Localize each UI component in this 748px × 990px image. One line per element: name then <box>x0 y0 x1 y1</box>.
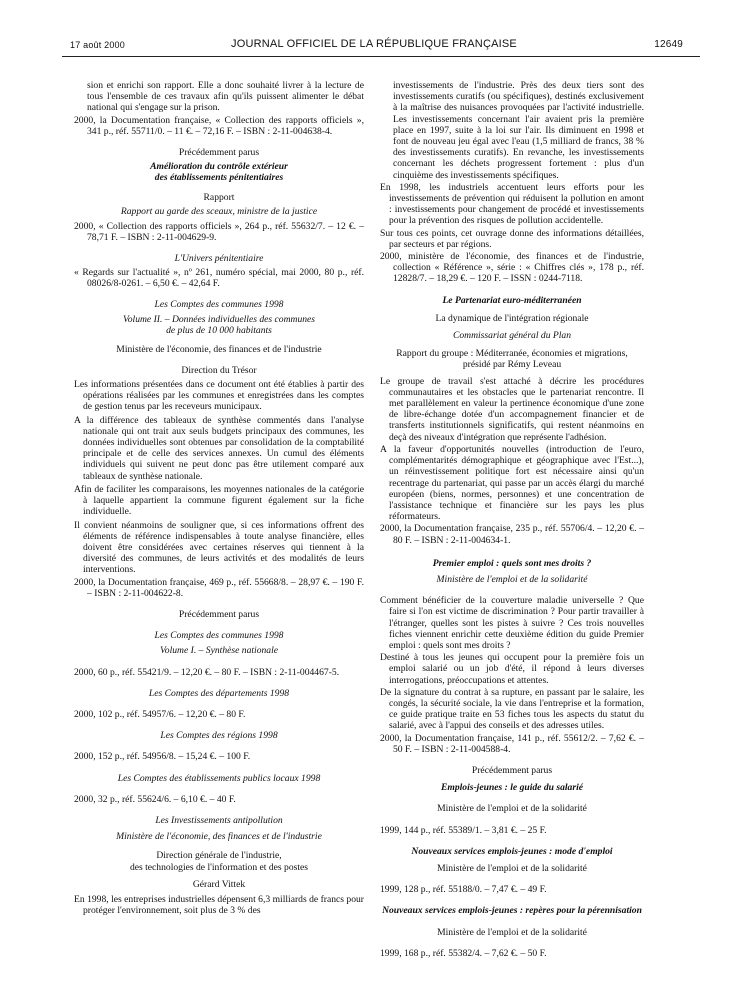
paragraph: 2000, la Documentation française, 141 p., réf. 55612/2. – 7,62 €. – 50 F. – ISBN : 2-11-004588-4. <box>380 732 644 755</box>
paragraph: 2000, la Documentation française, « Collection des rapports officiels », 341 p., réf. 55711/0. – 11 €. – 72,16 F. – ISBN : 2-11-004638-4. <box>74 114 364 137</box>
paragraph: 2000, la Documentation française, 469 p., réf. 55668/8. – 28,97 €. – 190 F. – ISBN : 2-11-004622-8. <box>74 576 364 599</box>
paragraph: 2000, la Documentation française, 235 p., réf. 55706/4. – 12,20 €. – 80 F. – ISBN : 2-11-004634-1. <box>380 523 644 546</box>
heading-line: Commissariat général du Plan <box>452 330 572 342</box>
header-page-number: 12649 <box>654 39 683 50</box>
paragraph: investissements de l'industrie. Près des deux tiers sont des investissements curatifs (ou spécifiques), destinés exclusivement à la maîtrise des nuisances provoquées par l'activité industrielle. Les investissements concernant l'air avaient pris la première place en 1997, suite à la loi sur l'air. Ils diminuent en 1998 et font de nouveau jeu égal avec l'eau (1,5 milliard de francs, 38 % des investissements curatifs). En revanche, les investissements concernant les déchets progressent fortement : plus d'un cinquième des investissements spécifiques. <box>393 80 644 181</box>
paragraph: Le groupe de travail s'est attaché à décrire les procédures communautaires et les obstacles que le partenariat rencontre. Il met parallèlement en valeur la pertinence économique d'une zone de libre-échange dotée d'un accompagnement financier et de transferts institutionnels significatifs, qui restent néanmoins en deçà des niveaux d'intégration que représente l'adhésion. <box>380 375 644 443</box>
paragraph: « Regards sur l'actualité », nº 261, numéro spécial, mai 2000, 80 p., réf. 08026/8-0261. – 6,50 €. – 42,64 F. <box>74 266 364 289</box>
heading-line: Nouveaux services emplois-jeunes : mode d'emploi <box>411 845 613 857</box>
heading-line: Rapport <box>203 191 235 203</box>
header-title: JOURNAL OFFICIEL DE LA RÉPUBLIQUE FRANÇAISE <box>231 38 517 50</box>
paragraph: En 1998, les entreprises industrielles dépensent 6,3 milliards de francs pour protéger l'environnement, soit plus de 3 % des <box>74 893 364 917</box>
heading-line: Rapport au garde des sceaux, ministre de la justice <box>120 205 318 217</box>
heading-line: Les Investissements antipollution <box>155 814 283 826</box>
paragraph: A la différence des tableaux de synthèse commentés dans l'analyse nationale qui ont trait aux seuls budgets principaux des communes, les données individuelles sont obtenues par consolidation de la comptabilité principale et de celle des services annexes. Un cumul des éléments individuels qui suivent ne peut donc pas être utilement comparé aux tableaux de synthèse nationale. <box>74 414 364 482</box>
paragraph: 1999, 144 p., réf. 55389/1. – 3,81 €. – 25 F. <box>380 824 547 836</box>
paragraph: A la faveur d'opportunités nouvelles (introduction de l'euro, complémentarités démographique et géographique avec l'Est...), un réinvestissement politique fort est nécessaire ainsi qu'un recentrage du partenariat, qui passe par un accès élargi du marché européen (biens, normes, personnes) et une concentration de l'assistance technique et financière sur les pays les plus réformateurs. <box>380 443 644 523</box>
paragraph: 2000, « Collection des rapports officiels », 264 p., réf. 55632/7. – 12 €. – 78,71 F. – ISBN : 2-11-004629-9. <box>74 221 364 244</box>
heading-line: Amélioration du contrôle extérieur des établissements pénitentiaires <box>150 161 288 184</box>
paragraph: 2000, 60 p., réf. 55421/9. – 12,20 €. – 80 F. – ISBN : 2-11-004467-5. <box>74 666 340 678</box>
right-column <box>380 80 644 959</box>
heading-line: Rapport du groupe : Méditerranée, économies et migrations, présidé par Rémy Leveau <box>396 348 628 371</box>
paragraph: 2000, 102 p., réf. 54957/6. – 12,20 €. – 80 F. <box>74 708 246 720</box>
heading-line: Ministère de l'emploi et de la solidarité <box>437 862 587 874</box>
heading-line: Ministère de l'emploi et de la solidarité <box>436 573 588 585</box>
heading-line: La dynamique de l'intégration régionale <box>435 312 589 324</box>
heading-line: Gérard Vittek <box>192 878 246 890</box>
paragraph: En 1998, les industriels accentuent leurs efforts pour les investissements de prévention qui réduisent la pollution en amont : investissements pour changement de procédé et investissements pour la prévention des risques de pollution accidentelle. <box>380 181 644 227</box>
left-column <box>74 80 364 916</box>
heading-line: Ministère de l'emploi et de la solidarité <box>437 926 587 938</box>
heading-line: Direction générale de l'industrie, des technologies de l'information et des postes <box>129 850 309 873</box>
heading-line: Les Comptes des communes 1998 <box>154 299 284 311</box>
paragraph: Les informations présentées dans ce document ont été établies à partir des opérations réalisées par les communes et enregistrées dans les comptes de gestion tenus par les receveurs municipaux. <box>74 379 364 413</box>
paragraph: 1999, 128 p., réf. 55188/0. – 7,47 €. – 49 F. <box>380 884 547 896</box>
heading-line: Nouveaux services emplois-jeunes : repères pour la pérennisation <box>382 905 642 917</box>
heading-line: Précédemment parus <box>178 608 260 620</box>
heading-line: L'Univers pénitentiaire <box>174 253 264 265</box>
paragraph: De la signature du contrat à sa rupture, en passant par le salaire, les congés, la sécurité sociale, la vie dans l'entreprise et la formation, ce guide pratique traite en 53 fiches tous les aspects du statut du salarié, avec à l'appui des conseils et des adresses utiles. <box>380 686 644 732</box>
heading-line: Ministère de l'économie, des finances et de l'industrie <box>116 831 322 843</box>
heading-line: Emplois-jeunes : le guide du salarié <box>440 782 584 794</box>
heading-line: Précédemment parus <box>471 764 553 776</box>
paragraph: Sur tous ces points, cet ouvrage donne des informations détaillées, par secteurs et par régions. <box>380 227 644 250</box>
paragraph: Destiné à tous les jeunes qui occupent pour la première fois un emploi salarié ou un job d'été, il répond à leurs diverses interrogations, préoccupations et attentes. <box>380 652 644 686</box>
heading-line: Les Comptes des départements 1998 <box>148 687 290 699</box>
heading-line: Premier emploi : quels sont mes droits ? <box>432 557 592 569</box>
paragraph: 2000, 32 p., réf. 55624/6. – 6,10 €. – 40 F. <box>74 793 236 805</box>
header-date: 17 août 2000 <box>70 40 125 50</box>
paragraph: Comment bénéficier de la couverture maladie universelle ? Que faire si l'on est victime de discrimination ? Pour partir travailler à l'étranger, quelles sont les pistes à suivre ? Ces trois nouvelles fiches viennent enrichir cette deuxième édition du guide Premier emploi : quels sont mes droits ? <box>380 595 644 651</box>
paragraph: sion et enrichi son rapport. Elle a donc souhaité livrer à la lecture de tous l'ensemble de ces travaux afin qu'ils puissent alimenter le débat national qui s'engage sur la prison. <box>87 80 364 114</box>
heading-line: Volume I. – Synthèse nationale <box>159 645 279 657</box>
heading-line: Le Partenariat euro-méditerranéen <box>442 294 582 306</box>
heading-line: Direction du Trésor <box>181 364 257 376</box>
paragraph: Il convient néanmoins de souligner que, si ces informations offrent des éléments de référence indispensables à toute analyse financière, elles doivent être considérées avec certaines réserves qui tiennent à la diversité des communes, de leurs activités et des modalités de leurs interventions. <box>74 519 364 576</box>
heading-line: Ministère de l'économie, des finances et de l'industrie <box>116 343 322 355</box>
heading-line: Les Comptes des régions 1998 <box>160 730 278 742</box>
paragraph: 2000, 152 p., réf. 54956/8. – 15,24 €. – 100 F. <box>74 751 251 763</box>
paragraph: 1999, 168 p., réf. 55382/4. – 7,62 €. – 50 F. <box>380 947 547 959</box>
page-header <box>0 38 748 56</box>
heading-line: Les Comptes des établissements publics locaux 1998 <box>117 772 321 784</box>
paragraph: Afin de faciliter les comparaisons, les moyennes nationales de la catégorie à laquelle appartient la commune figurent également sur la fiche individuelle. <box>74 483 364 518</box>
heading-line: Précédemment parus <box>178 147 260 159</box>
paragraph: 2000, ministère de l'économie, des finances et de l'industrie, collection « Référence », série : « Chiffres clés », 178 p., réf. 12828/7. – 18,29 €. – 120 F. – ISSN : 0244-7118. <box>380 251 644 285</box>
header-rule <box>62 56 700 57</box>
heading-line: Volume II. – Données individuelles des communes de plus de 10 000 habitants <box>122 314 316 337</box>
heading-line: Les Comptes des communes 1998 <box>154 630 284 642</box>
heading-line: Ministère de l'emploi et de la solidarité <box>437 803 587 815</box>
